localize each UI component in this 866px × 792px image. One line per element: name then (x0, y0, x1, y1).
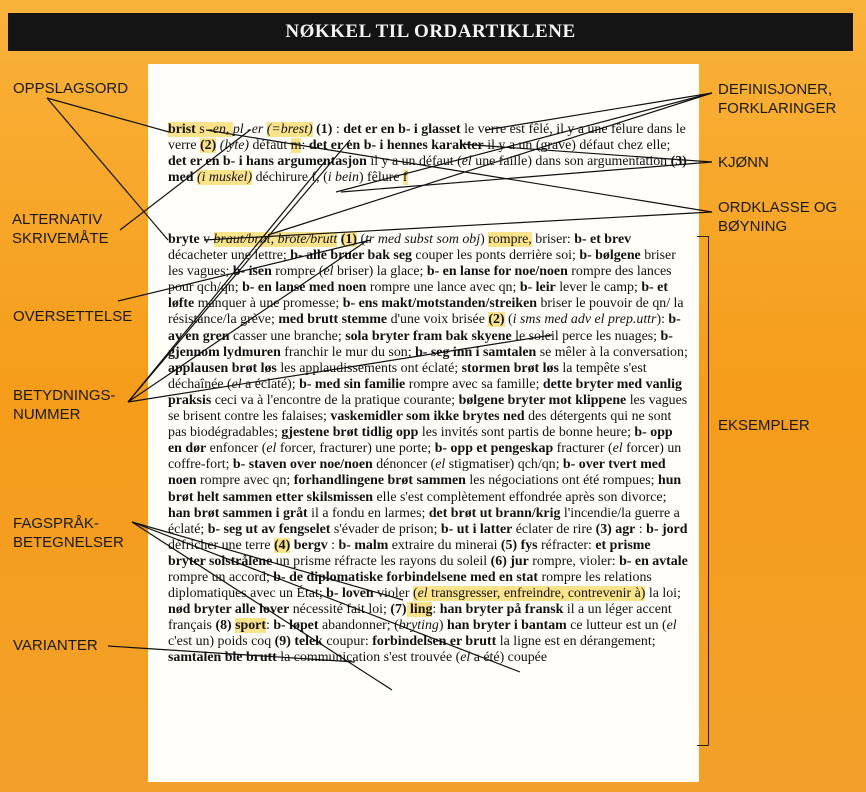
entry-text-segment: v (199, 232, 214, 247)
entry-text-segment: violer (373, 586, 413, 602)
entry-text-segment: el (460, 650, 471, 666)
entry-brist (168, 122, 688, 186)
entry-text-segment: ( (412, 586, 418, 602)
entry-text-segment: rompre, (488, 232, 532, 247)
entry-text-segment: dette bryter med vanlig praksis (168, 376, 682, 408)
entry-text-segment: b- gjennom lydmuren (168, 328, 673, 360)
entry-text-segment: (5) fys (500, 537, 538, 553)
entry-text-segment: sola bryter fram bak skyene (345, 328, 512, 344)
entry-text-segment: un prisme réfracte les rayons du soleil (272, 553, 491, 569)
entry-text-segment: le soleil perce les nuages; (511, 328, 661, 344)
entry-text-segment: (=brest) (266, 122, 313, 137)
entry-text-segment: a éclaté); (241, 376, 300, 392)
entry-text-segment: transgresser, enfreindre, contrevenir à) (427, 586, 646, 602)
entry-text-segment: (2) (200, 138, 217, 154)
entry-text-segment: b- de diplomatiske forbindelsene med en stat (273, 569, 538, 585)
entry-text-segment: des détergents qui ne sont pas biodégradables; (168, 409, 672, 441)
entry-text-segment: il y a un (grave) défaut chez elle; (483, 138, 671, 154)
entry-text-segment: (2) (488, 312, 505, 328)
entry-text-segment: el (266, 441, 277, 457)
entry-text-segment: b- med sin familie (299, 376, 406, 392)
entry-text-segment: manquer à une promesse; (194, 296, 343, 312)
entry-text-segment: se mêler à la conversation; (536, 344, 688, 360)
entry-text-segment: det brøt ut brann/krig (428, 505, 561, 521)
entry-text-segment: coupur: (322, 634, 373, 650)
entry-text-segment: ( (356, 232, 366, 247)
entry-text-segment: b- jord (646, 521, 688, 537)
entry-text-segment: (7) (390, 602, 407, 618)
entry-text-segment: rompre avec qn; (196, 473, 294, 489)
entry-text-segment: : (265, 618, 274, 634)
entry-text-segment: (1) (340, 232, 357, 247)
label-alternativ-line2: SKRIVEMÅTE (12, 230, 109, 247)
entry-text-segment: han bryter i bantam (446, 618, 567, 634)
entry-text-segment: l'incendie/la guerre a éclaté; (168, 505, 680, 537)
entry-text-segment: ( (504, 312, 513, 328)
entry-text-segment: la ligne est en dérangement; (496, 634, 656, 650)
entry-text-segment: el (323, 264, 334, 280)
entry-text-segment: le verre est fêlé, il y a une fêlure dans le verre (168, 122, 686, 154)
label-definisjoner (718, 80, 836, 118)
entry-text-segment: rompre, violer: (528, 553, 620, 569)
entry-text-segment: rompre ( (271, 264, 324, 280)
entry-text-segment: b- løpet (273, 618, 319, 634)
entry-text-segment: forhandlingene brøt sammen (293, 473, 466, 489)
entry-text-segment: b- malm (338, 537, 389, 553)
entry-text-segment: : (332, 122, 344, 137)
entry-text-segment: bergv (293, 537, 328, 553)
entry-text-segment: b- av en gren (168, 312, 681, 344)
entry-text-segment: rompre les relations diplomatiques avec un État; (168, 569, 652, 602)
entry-text-segment: c'est un) poids coq (168, 634, 275, 650)
label-oppslagsord: OPPSLAGSORD (13, 80, 129, 97)
entry-text-segment: b- leir (519, 280, 556, 296)
entry-text-segment: briser le pouvoir de qn/ la résistance/la grève; (168, 296, 684, 328)
entry-text-segment: fracturer ( (553, 441, 613, 457)
entry-text-segment: il y a un défaut ( (366, 154, 462, 170)
entry-text-segment: extraire du minerai (388, 537, 501, 553)
entry-text-segment: forcer, fracturer) une porte; (276, 441, 435, 457)
entry-text-segment: b- isen (232, 264, 272, 280)
entry-text-segment: f (402, 170, 408, 186)
entry-text-segment: les négociations ont été rompues; (465, 473, 658, 489)
entry-text-segment: couper les ponts derrière soi; (411, 248, 580, 264)
entry-text-segment: el (666, 618, 677, 634)
entry-text-segment: abandonner; ( (318, 618, 399, 634)
entry-bryte (168, 232, 688, 667)
label-fagsprak-line2: BETEGNELSER (13, 534, 124, 551)
entry-text-segment: lever le camp; (555, 280, 642, 296)
label-eksempler: EKSEMPLER (718, 417, 810, 434)
entry-text-segment: el (231, 376, 242, 392)
label-fagsprakbetegnelser (13, 514, 124, 552)
entry-text-segment: vaskemidler som ikke brytes ned (330, 409, 525, 425)
entry-text-segment: el (612, 441, 623, 457)
entry-text-segment: (1) (316, 122, 333, 137)
label-kjonn: KJØNN (718, 154, 769, 171)
entry-text-segment: dénoncer ( (372, 457, 436, 473)
entry-text-segment: stormen brøt løs (461, 360, 559, 376)
label-definisjoner-line1: DEFINISJONER, (718, 81, 833, 98)
label-betydningsnummer (13, 386, 116, 424)
entry-text-segment: briser les vagues; (168, 248, 676, 280)
entry-text-segment: une faille) dans son argumentation (471, 154, 671, 170)
entry-text-segment: nécessité fait loi; (289, 602, 391, 618)
entry-text-segment: bølgene bryter mot klippene (458, 392, 627, 408)
entry-text-segment: défricher une terre (168, 537, 275, 553)
entry-text-segment: (3) agr (595, 521, 636, 537)
entry-text-segment: samtalen ble brutt (168, 650, 277, 666)
label-definisjoner-line2: FORKLARINGER (718, 100, 837, 117)
entry-text-segment: applausen brøt løs (168, 360, 277, 376)
entry-text-segment: hun brøt helt sammen etter skilsmissen (168, 473, 682, 505)
entry-text-segment: la tempête s'est déchaînée ( (168, 360, 647, 392)
entry-text-segment: rompre avec sa famille; (405, 376, 543, 392)
entry-text-segment: a été) coupée (470, 650, 547, 666)
entry-text-segment: s (195, 122, 209, 137)
entry-text-segment: b- et brev (574, 232, 632, 247)
entry-text-segment: b- over tvert med noen (168, 457, 666, 489)
label-varianter: VARIANTER (13, 637, 98, 654)
entry-text-segment: (9) telek (274, 634, 323, 650)
entry-text-segment: b- en avtale (619, 553, 688, 569)
entry-text-segment: (lyte) (219, 138, 249, 154)
entry-text-segment: el (461, 154, 472, 170)
entry-text-segment: : (432, 602, 440, 618)
entry-text-segment: la loi; (645, 586, 681, 602)
entry-text-segment: det er en b- i hans argumentasjon (168, 154, 367, 170)
entry-text-segment: réfracter: (537, 537, 596, 553)
entry-text-segment: ): (656, 312, 669, 328)
entry-text-segment: b- seg ut av fengselet (207, 521, 331, 537)
label-betydnings-line1: BETYDNINGS- (13, 387, 116, 404)
entry-text-segment: b- en lanse med noen (242, 280, 367, 296)
page-title: NØKKEL TIL ORDARTIKLENE (8, 13, 853, 51)
entry-text-segment: : (327, 537, 339, 553)
entry-text-segment: nød bryter alle lover (168, 602, 290, 618)
entry-text-segment: det er en b- i hennes karakter (308, 138, 484, 154)
label-alternativ-line1: ALTERNATIV (12, 211, 103, 228)
entry-text-segment: elle s'est complètement effondrée après son divorce; (373, 489, 667, 505)
entry-text-segment: i bein (327, 170, 359, 186)
entry-text-segment: i sms med adv el prep.uttr (512, 312, 657, 328)
entry-text-segment: les vagues se brisent contre les falaises; (168, 392, 688, 425)
entry-text-segment: bryting (398, 618, 439, 634)
entry-text-segment: b- bølgene (579, 248, 641, 264)
entry-text-segment: rompre une lance avec qn; (366, 280, 520, 296)
label-ordklasse-line2: BØYNING (718, 218, 788, 235)
label-ordklasse-line1: ORDKLASSE OG (718, 199, 838, 216)
entry-text-segment: b- seg inn i samtalen (415, 344, 537, 360)
entry-text-segment: décacheter une lettre; (168, 248, 291, 264)
entry-text-segment: b- opp en dør (168, 425, 673, 457)
label-oversettelse: OVERSETTELSE (13, 308, 133, 325)
entry-text-segment: : (301, 138, 309, 154)
entry-text-segment: b- opp et pengeskap (434, 441, 554, 457)
entry-text-segment: s'évader de prison; (330, 521, 441, 537)
entry-text-segment: ) fêlure (358, 170, 403, 186)
entry-text-segment: b- staven over noe/noen (232, 457, 373, 473)
entry-text-segment: ce lutteur est un ( (566, 618, 667, 634)
entry-text-segment: la communication s'est trouvée ( (276, 650, 461, 666)
label-fagsprak-line1: FAGSPRÅK- (13, 515, 99, 532)
entry-text-segment: il a fondu en larmes; (307, 505, 429, 521)
entry-text-segment: (i muskel) (196, 170, 253, 186)
entry-text-segment: rompre un accord; (168, 569, 274, 585)
entry-text-segment: briser) la glace; (333, 264, 427, 280)
entry-text-segment: éclater de rire (512, 521, 596, 537)
entry-text-segment: forcer) un coffre-fort; (168, 441, 682, 473)
entry-text-segment: d'une voix brisée (387, 312, 489, 328)
entry-text-segment: ) (480, 232, 489, 247)
entry-text-segment: b- ens makt/motstanden/streiken (342, 296, 537, 312)
entry-text-segment: pl -er (232, 122, 267, 137)
entry-text-segment: casser une branche; (229, 328, 346, 344)
entry-text-segment: les applaudissements ont éclaté; (276, 360, 462, 376)
entry-text-segment: sport (235, 618, 266, 634)
entry-text-segment: forbindelsen er brutt (372, 634, 497, 650)
entry-text-segment: briser: (531, 232, 575, 247)
entry-text-segment: ) (438, 618, 447, 634)
entry-text-segment: les invités sont partis de bonne heure; (418, 425, 635, 441)
examples-bracket (697, 236, 709, 746)
entry-text-segment: : (635, 521, 647, 537)
entry-text-segment: ling (406, 602, 433, 618)
label-alternativ-skrivemate (12, 210, 109, 248)
entry-text-segment: med brutt stemme (278, 312, 388, 328)
entry-text-segment: b- loven (326, 586, 374, 602)
entry-text-segment: il a un léger accent français (168, 602, 672, 634)
entry-text-segment: stigmatiser) qch/qn; (445, 457, 563, 473)
entry-text-segment: (6) jur (490, 553, 529, 569)
entry-text-segment: défaut (249, 138, 291, 154)
entry-text-segment: franchir le mur du son; (280, 344, 416, 360)
entry-text-segment: tr med subst som obj (365, 232, 481, 247)
entry-text-segment: han brøt sammen i gråt (168, 505, 308, 521)
entry-text-segment: b- en lanse for noe/noen (426, 264, 568, 280)
entry-text-segment: (8) (215, 618, 236, 634)
entry-text-segment: gjestene brøt tidlig opp (281, 425, 419, 441)
label-betydnings-line2: NUMMER (13, 406, 81, 423)
entry-text-segment: déchirure f, ( (252, 170, 328, 186)
entry-text-segment: -en, (208, 122, 233, 137)
entry-text-segment: brist (168, 122, 196, 137)
entry-text-segment: han bryter på fransk (439, 602, 564, 618)
entry-text-segment: m (290, 138, 302, 154)
entry-text-segment: b- alle bruer bak seg (290, 248, 412, 264)
entry-text-segment: braut/brøt, brote/brutt (213, 232, 338, 247)
entry-text-segment: rompre des lances pour qch/qn; (168, 264, 672, 296)
label-ordklasse (718, 198, 837, 236)
entry-text-segment: det er en b- i glasset (343, 122, 461, 137)
entry-text-segment: b- et løfte (168, 280, 668, 312)
entry-text-segment: bryte (168, 232, 200, 247)
entry-text-segment: enfoncer ( (206, 441, 267, 457)
entry-text-segment: b- ut i latter (440, 521, 513, 537)
entry-text-segment: et prisme bryter solstrålene (168, 537, 651, 569)
entry-text-segment: el (417, 586, 428, 602)
entry-text-segment: (3) med (168, 154, 687, 186)
entry-text-segment: ceci va à l'encontre de la pratique courante; (211, 392, 459, 408)
entry-text-segment: (4) (274, 537, 291, 553)
entry-text-segment: el (435, 457, 446, 473)
